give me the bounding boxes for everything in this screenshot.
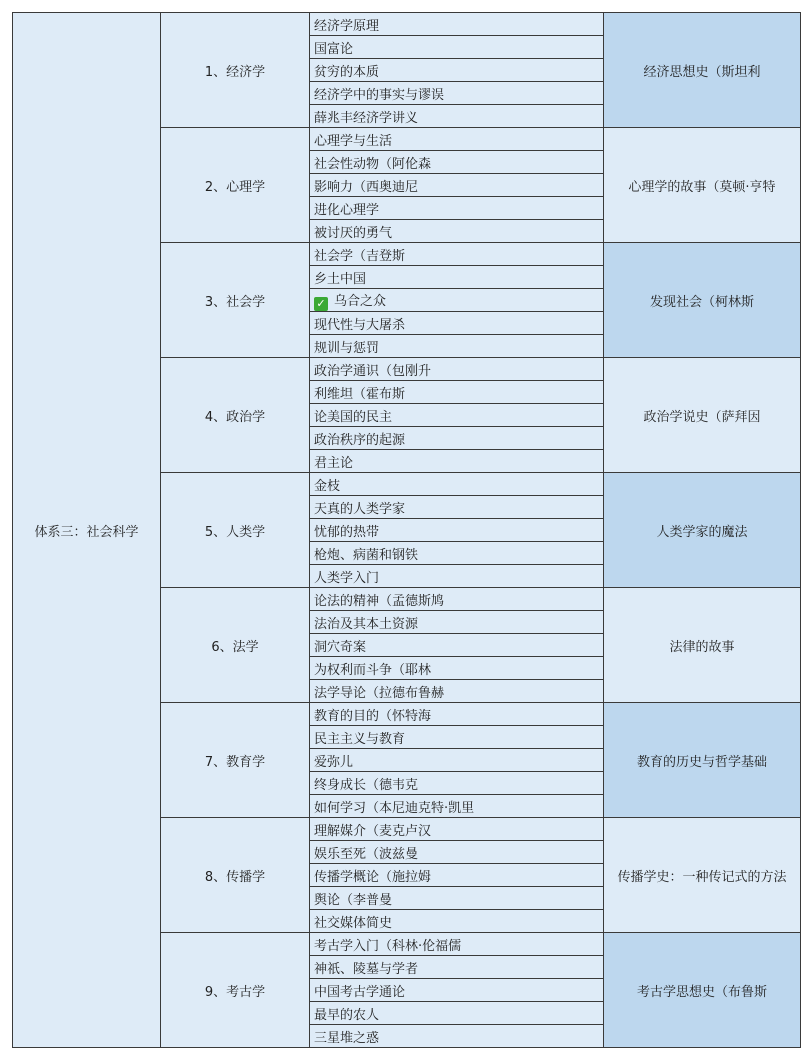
book-title: 传播学概论（施拉姆 <box>314 869 432 885</box>
book-cell <box>310 979 604 1002</box>
book-cell <box>310 13 604 36</box>
book-title: 进化心理学 <box>314 202 380 218</box>
book-title: 国富论 <box>314 41 354 57</box>
book-cell <box>310 174 604 197</box>
book-title: 论美国的民主 <box>314 409 393 425</box>
subject-cell: 1、经济学 <box>161 13 310 128</box>
book-cell <box>310 611 604 634</box>
book-cell <box>310 772 604 795</box>
book-title: 三星堆之惑 <box>314 1030 380 1046</box>
history-book-cell: 经济思想史（斯坦利 <box>604 13 801 128</box>
system-label-cell: 体系三：社会科学 <box>13 13 161 1048</box>
book-cell <box>310 864 604 887</box>
social-science-book-table <box>12 12 801 1048</box>
book-cell <box>310 910 604 933</box>
book-title: 论法的精神（孟德斯鸠 <box>314 593 445 609</box>
book-cell <box>310 496 604 519</box>
book-cell <box>310 841 604 864</box>
book-title: 被讨厌的勇气 <box>314 225 393 241</box>
book-cell <box>310 243 604 266</box>
history-book-cell: 发现社会（柯林斯 <box>604 243 801 358</box>
book-title: 经济学中的事实与谬误 <box>314 87 445 103</box>
table-row <box>13 13 801 36</box>
history-book-cell: 考古学思想史（布鲁斯 <box>604 933 801 1048</box>
book-cell <box>310 473 604 496</box>
subject-cell: 5、人类学 <box>161 473 310 588</box>
book-title: 人类学入门 <box>314 570 380 586</box>
book-cell <box>310 818 604 841</box>
book-cell <box>310 335 604 358</box>
book-title: 君主论 <box>314 455 354 471</box>
book-cell <box>310 887 604 910</box>
history-book-cell: 传播学史：一种传记式的方法 <box>604 818 801 933</box>
book-cell <box>310 726 604 749</box>
book-title: 爱弥儿 <box>314 754 354 770</box>
book-cell <box>310 749 604 772</box>
book-cell <box>310 151 604 174</box>
book-cell <box>310 36 604 59</box>
book-title: 影响力（西奥迪尼 <box>314 179 419 195</box>
book-cell <box>310 634 604 657</box>
book-title: 社会性动物（阿伦森 <box>314 156 432 172</box>
history-book-cell: 政治学说史（萨拜因 <box>604 358 801 473</box>
book-cell <box>310 519 604 542</box>
book-title: 最早的农人 <box>314 1007 380 1023</box>
book-title: 法治及其本土资源 <box>314 616 419 632</box>
book-title: 薛兆丰经济学讲义 <box>314 110 419 126</box>
book-title: 天真的人类学家 <box>314 501 406 517</box>
book-title: 民主主义与教育 <box>314 731 406 747</box>
book-title: 教育的目的（怀特海 <box>314 708 432 724</box>
book-cell <box>310 657 604 680</box>
book-cell <box>310 1025 604 1048</box>
subject-cell: 8、传播学 <box>161 818 310 933</box>
book-title: 贫穷的本质 <box>314 64 380 80</box>
book-cell <box>310 588 604 611</box>
book-cell <box>310 680 604 703</box>
book-title: 金枝 <box>314 478 341 494</box>
book-cell <box>310 266 604 289</box>
book-title: 现代性与大屠杀 <box>314 317 406 333</box>
book-cell <box>310 933 604 956</box>
book-cell <box>310 450 604 473</box>
checkmark-icon: ✓ <box>314 297 328 311</box>
book-cell <box>310 59 604 82</box>
book-cell <box>310 312 604 335</box>
book-title: 中国考古学通论 <box>314 984 406 1000</box>
book-title: 神祇、陵墓与学者 <box>314 961 419 977</box>
history-book-cell: 心理学的故事（莫顿·亨特 <box>604 128 801 243</box>
book-title: 为权利而斗争（耶林 <box>314 662 432 678</box>
book-cell <box>310 542 604 565</box>
book-cell <box>310 427 604 450</box>
book-cell <box>310 956 604 979</box>
book-cell <box>310 82 604 105</box>
book-title: 忧郁的热带 <box>314 524 380 540</box>
book-cell <box>310 128 604 151</box>
book-cell <box>310 565 604 588</box>
history-book-cell: 人类学家的魔法 <box>604 473 801 588</box>
book-title: 规训与惩罚 <box>314 340 380 356</box>
book-title: 社会学（吉登斯 <box>314 248 406 264</box>
book-title: 利维坦（霍布斯 <box>314 386 406 402</box>
book-cell <box>310 404 604 427</box>
book-title: 政治学通识（包刚升 <box>314 363 432 379</box>
book-title: 法学导论（拉德布鲁赫 <box>314 685 445 701</box>
subject-cell: 7、教育学 <box>161 703 310 818</box>
book-cell <box>310 105 604 128</box>
book-cell <box>310 795 604 818</box>
book-title: 洞穴奇案 <box>314 639 367 655</box>
book-title: 终身成长（德韦克 <box>314 777 419 793</box>
history-book-cell: 法律的故事 <box>604 588 801 703</box>
book-cell <box>310 220 604 243</box>
subject-cell: 2、心理学 <box>161 128 310 243</box>
book-title: 政治秩序的起源 <box>314 432 406 448</box>
book-title: 乌合之众 <box>334 293 387 309</box>
subject-cell: 4、政治学 <box>161 358 310 473</box>
subject-cell: 3、社会学 <box>161 243 310 358</box>
subject-cell: 9、考古学 <box>161 933 310 1048</box>
book-cell <box>310 381 604 404</box>
book-cell <box>310 358 604 381</box>
book-title: 社交媒体简史 <box>314 915 393 931</box>
book-title: 理解媒介（麦克卢汉 <box>314 823 432 839</box>
book-title: 乡土中国 <box>314 271 367 287</box>
book-cell <box>310 197 604 220</box>
book-title: 考古学入门（科林·伦福儒 <box>314 938 462 954</box>
book-cell <box>310 1002 604 1025</box>
book-title: 娱乐至死（波兹曼 <box>314 846 419 862</box>
book-cell <box>310 703 604 726</box>
book-title: 心理学与生活 <box>314 133 393 149</box>
book-title: 经济学原理 <box>314 18 380 34</box>
history-book-cell: 教育的历史与哲学基础 <box>604 703 801 818</box>
book-title: 舆论（李普曼 <box>314 892 393 908</box>
book-title: 枪炮、病菌和钢铁 <box>314 547 419 563</box>
book-title: 如何学习（本尼迪克特·凯里 <box>314 800 475 816</box>
book-cell <box>310 289 604 312</box>
subject-cell: 6、法学 <box>161 588 310 703</box>
